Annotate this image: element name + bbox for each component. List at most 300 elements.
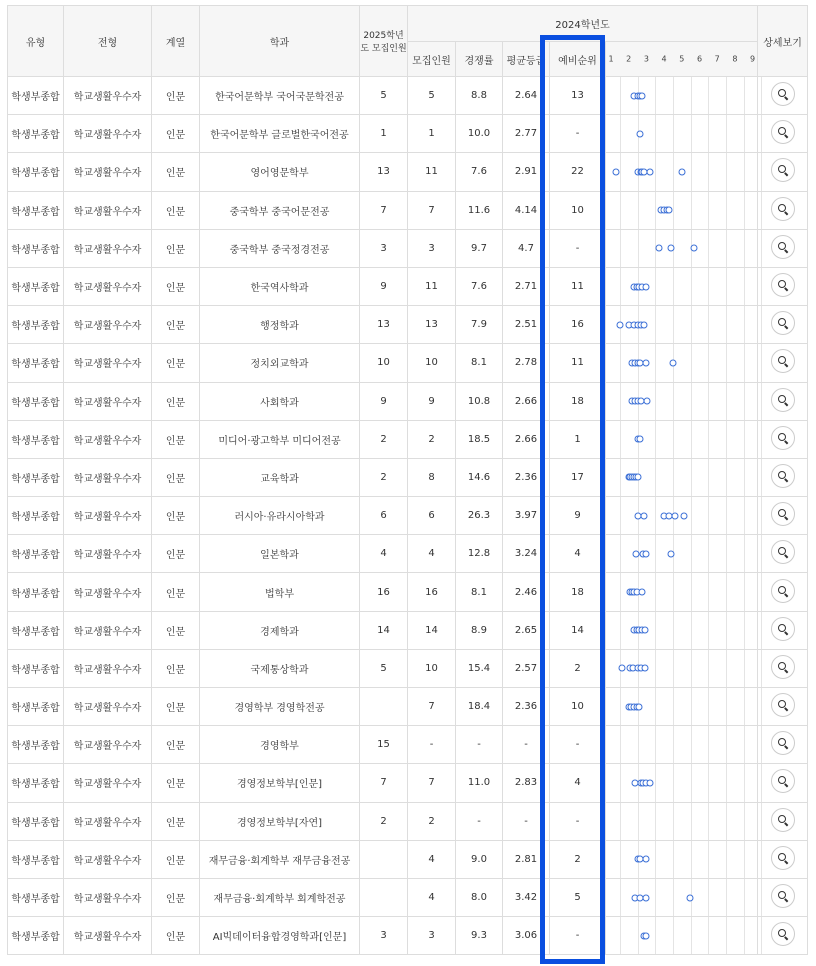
table-row [8, 267, 808, 305]
row-ratio: 9.7 [456, 229, 503, 267]
row-recruit-2025: 9 [360, 382, 408, 420]
row-recruit: 14 [408, 611, 456, 649]
row-track: 학교생활우수자 [64, 688, 152, 726]
grid-line [620, 535, 621, 572]
row-track: 학교생활우수자 [64, 420, 152, 458]
row-type: 학생부종합 [8, 611, 64, 649]
table-row [8, 802, 808, 840]
grid-line [726, 153, 727, 190]
row-avg-grade: 2.81 [503, 840, 550, 878]
row-recruit: 11 [408, 153, 456, 191]
row-detail [758, 573, 808, 611]
grid-line [691, 306, 692, 343]
row-dept: 재무금융·회계학부 재무금융전공 [200, 840, 360, 878]
grid-line [620, 612, 621, 649]
row-recruit-2025: 13 [360, 153, 408, 191]
row-track: 학교생활우수자 [64, 726, 152, 764]
row-avg-grade: 2.66 [503, 420, 550, 458]
grid-line [726, 650, 727, 687]
detail-button[interactable] [771, 464, 795, 488]
grid-line [620, 497, 621, 534]
row-waitlist: - [550, 726, 606, 764]
grid-line [761, 497, 762, 534]
grid-line [744, 459, 745, 496]
grid-line [673, 803, 674, 840]
grid-line [673, 77, 674, 114]
grid-line [761, 383, 762, 420]
table-row [8, 191, 808, 229]
row-detail [758, 840, 808, 878]
grid-line [708, 421, 709, 458]
row-detail [758, 77, 808, 115]
detail-button[interactable] [771, 540, 795, 564]
row-detail [758, 878, 808, 916]
row-recruit-2025: 2 [360, 458, 408, 496]
row-recruit: 4 [408, 878, 456, 916]
col-dept: 학과 [200, 6, 360, 77]
row-recruit-2025 [360, 688, 408, 726]
row-type: 학생부종합 [8, 344, 64, 382]
grid-line [691, 268, 692, 305]
row-field: 인문 [152, 649, 200, 687]
scale-label-4: 4 [661, 54, 667, 64]
grid-line [691, 688, 692, 725]
row-ratio: 8.9 [456, 611, 503, 649]
grid-line [708, 306, 709, 343]
detail-button[interactable] [771, 349, 795, 373]
grid-line [691, 421, 692, 458]
row-dept: 행정학과 [200, 306, 360, 344]
row-waitlist: 4 [550, 764, 606, 802]
detail-button[interactable] [771, 426, 795, 450]
grid-line [620, 77, 621, 114]
admission-table [7, 5, 808, 955]
grid-line [691, 841, 692, 878]
row-track: 학교생활우수자 [64, 115, 152, 153]
grade-dot [646, 168, 653, 175]
detail-button[interactable] [771, 197, 795, 221]
grid-line [744, 306, 745, 343]
detail-button[interactable] [771, 693, 795, 717]
row-dept: 국제통상학과 [200, 649, 360, 687]
grid-line [673, 192, 674, 229]
row-recruit: 4 [408, 535, 456, 573]
grid-line [620, 841, 621, 878]
row-recruit-2025 [360, 878, 408, 916]
grid-line [744, 726, 745, 763]
table-row [8, 878, 808, 916]
grid-line [726, 612, 727, 649]
detail-button[interactable] [771, 502, 795, 526]
detail-button[interactable] [771, 273, 795, 297]
row-dept: 경영학부 경영학전공 [200, 688, 360, 726]
row-avg-grade: 2.36 [503, 458, 550, 496]
grid-line [708, 841, 709, 878]
grid-line [620, 917, 621, 954]
grid-line [726, 383, 727, 420]
grid-line [655, 841, 656, 878]
row-recruit-2025: 1 [360, 115, 408, 153]
grade-distribution [606, 267, 758, 305]
row-field: 인문 [152, 573, 200, 611]
grid-line [673, 421, 674, 458]
grade-dot [638, 92, 645, 99]
row-ratio: 11.6 [456, 191, 503, 229]
grid-line [761, 535, 762, 572]
grid-line [638, 230, 639, 267]
grid-line [655, 153, 656, 190]
row-recruit: 2 [408, 420, 456, 458]
row-avg-grade: 3.24 [503, 535, 550, 573]
row-waitlist: 18 [550, 382, 606, 420]
detail-button[interactable] [771, 731, 795, 755]
row-waitlist: 22 [550, 153, 606, 191]
row-detail [758, 764, 808, 802]
grid-line [673, 764, 674, 801]
grade-dot [678, 168, 685, 175]
grade-distribution [606, 306, 758, 344]
row-field: 인문 [152, 191, 200, 229]
grid-line [691, 573, 692, 610]
row-dept: 정치외교학과 [200, 344, 360, 382]
grid-line [761, 268, 762, 305]
grid-line [620, 459, 621, 496]
grid-line [673, 917, 674, 954]
detail-button[interactable] [771, 617, 795, 641]
row-field: 인문 [152, 917, 200, 955]
grid-line [620, 726, 621, 763]
row-recruit-2025: 3 [360, 917, 408, 955]
grade-dot [638, 589, 645, 596]
row-field: 인문 [152, 458, 200, 496]
grid-line [726, 344, 727, 381]
table-row [8, 573, 808, 611]
row-avg-grade: 2.36 [503, 688, 550, 726]
grid-line [673, 879, 674, 916]
grid-line [655, 917, 656, 954]
grade-dot [668, 550, 675, 557]
table-row [8, 917, 808, 955]
detail-button[interactable] [771, 82, 795, 106]
detail-button[interactable] [771, 579, 795, 603]
row-field: 인문 [152, 611, 200, 649]
col-ratio: 경쟁률 [456, 42, 503, 77]
grade-dot [666, 207, 673, 214]
grid-line [744, 535, 745, 572]
row-waitlist: - [550, 917, 606, 955]
row-recruit: 2 [408, 802, 456, 840]
grid-line [761, 650, 762, 687]
grade-dot [669, 359, 676, 366]
grid-line [673, 688, 674, 725]
table-row [8, 229, 808, 267]
grid-line [744, 383, 745, 420]
row-track: 학교생활우수자 [64, 382, 152, 420]
row-detail [758, 306, 808, 344]
row-detail [758, 115, 808, 153]
grid-line [744, 153, 745, 190]
grid-line [708, 764, 709, 801]
grade-distribution [606, 878, 758, 916]
grid-line [726, 77, 727, 114]
grade-dot [632, 550, 639, 557]
grid-line [744, 803, 745, 840]
row-dept: 영어영문학부 [200, 153, 360, 191]
scale-label-2: 2 [626, 54, 632, 64]
grid-line [620, 192, 621, 229]
grade-scale-header [606, 42, 758, 77]
grid-line [744, 650, 745, 687]
grade-distribution [606, 611, 758, 649]
table-row [8, 649, 808, 687]
row-waitlist: - [550, 229, 606, 267]
grid-line [673, 306, 674, 343]
row-ratio: 15.4 [456, 649, 503, 687]
grid-line [708, 535, 709, 572]
row-avg-grade: 2.77 [503, 115, 550, 153]
row-avg-grade: 4.7 [503, 229, 550, 267]
row-ratio: 8.8 [456, 77, 503, 115]
grade-distribution [606, 115, 758, 153]
grid-line [638, 726, 639, 763]
row-ratio: 7.9 [456, 306, 503, 344]
grid-line [761, 230, 762, 267]
grade-distribution [606, 77, 758, 115]
grid-line [655, 573, 656, 610]
grid-line [726, 459, 727, 496]
detail-button[interactable] [771, 235, 795, 259]
row-avg-grade: 2.51 [503, 306, 550, 344]
grid-line [708, 77, 709, 114]
grid-line [744, 77, 745, 114]
grid-line [691, 650, 692, 687]
grid-line [673, 459, 674, 496]
grid-line [691, 803, 692, 840]
grid-line [708, 688, 709, 725]
row-dept: AI빅데이터융합경영학과[인문] [200, 917, 360, 955]
row-waitlist: - [550, 115, 606, 153]
col-recruit-2025: 2025학년도 모집인원 [360, 6, 408, 77]
row-type: 학생부종합 [8, 764, 64, 802]
grid-line [708, 459, 709, 496]
table-row [8, 115, 808, 153]
table-row [8, 306, 808, 344]
grid-line [673, 153, 674, 190]
row-track: 학교생활우수자 [64, 840, 152, 878]
row-field: 인문 [152, 153, 200, 191]
table-row [8, 497, 808, 535]
grid-line [655, 612, 656, 649]
grid-line [655, 688, 656, 725]
grid-line [673, 612, 674, 649]
row-avg-grade: 3.06 [503, 917, 550, 955]
row-ratio: 8.1 [456, 344, 503, 382]
grid-line [708, 497, 709, 534]
row-track: 학교생활우수자 [64, 306, 152, 344]
grade-dot [641, 627, 648, 634]
scale-label-3: 3 [643, 54, 649, 64]
grid-line [638, 803, 639, 840]
row-ratio: 14.6 [456, 458, 503, 496]
row-recruit: 6 [408, 497, 456, 535]
grid-line [673, 268, 674, 305]
grid-line [761, 573, 762, 610]
grid-line [761, 421, 762, 458]
grade-dot [636, 703, 643, 710]
row-type: 학생부종합 [8, 726, 64, 764]
row-field: 인문 [152, 115, 200, 153]
grid-line [655, 535, 656, 572]
row-recruit-2025: 5 [360, 77, 408, 115]
grid-line [655, 803, 656, 840]
table-row [8, 382, 808, 420]
grid-line [673, 115, 674, 152]
grid-line [691, 764, 692, 801]
grade-dot [641, 665, 648, 672]
grade-dot [643, 856, 650, 863]
grid-line [620, 688, 621, 725]
table-row [8, 535, 808, 573]
detail-button[interactable] [771, 158, 795, 182]
row-avg-grade: 3.42 [503, 878, 550, 916]
table-row [8, 764, 808, 802]
grid-line [691, 917, 692, 954]
row-avg-grade: - [503, 802, 550, 840]
detail-button[interactable] [771, 655, 795, 679]
row-field: 인문 [152, 688, 200, 726]
detail-button[interactable] [771, 311, 795, 335]
table-body [8, 77, 808, 955]
grid-line [744, 841, 745, 878]
detail-button[interactable] [771, 884, 795, 908]
row-recruit-2025: 7 [360, 191, 408, 229]
row-recruit: 7 [408, 688, 456, 726]
grid-line [744, 879, 745, 916]
row-ratio: 8.1 [456, 573, 503, 611]
row-recruit: 10 [408, 344, 456, 382]
row-recruit: 10 [408, 649, 456, 687]
grid-line [761, 688, 762, 725]
grid-line [708, 917, 709, 954]
grade-dot [643, 932, 650, 939]
row-detail [758, 726, 808, 764]
row-track: 학교생활우수자 [64, 191, 152, 229]
grid-line [708, 650, 709, 687]
row-detail [758, 535, 808, 573]
grid-line [726, 841, 727, 878]
grid-line [691, 77, 692, 114]
row-waitlist: - [550, 802, 606, 840]
grade-dot [616, 321, 623, 328]
row-track: 학교생활우수자 [64, 77, 152, 115]
row-recruit: 7 [408, 191, 456, 229]
detail-button[interactable] [771, 388, 795, 412]
grid-line [761, 841, 762, 878]
grid-line [744, 115, 745, 152]
grid-line [761, 344, 762, 381]
grid-line [655, 497, 656, 534]
grid-line [655, 879, 656, 916]
col-track: 전형 [64, 6, 152, 77]
grade-distribution [606, 840, 758, 878]
grid-line [726, 535, 727, 572]
row-waitlist: 9 [550, 497, 606, 535]
row-avg-grade: 2.65 [503, 611, 550, 649]
row-ratio: 12.8 [456, 535, 503, 573]
row-field: 인문 [152, 497, 200, 535]
row-type: 학생부종합 [8, 535, 64, 573]
grid-line [726, 688, 727, 725]
row-type: 학생부종합 [8, 306, 64, 344]
detail-button[interactable] [771, 769, 795, 793]
row-type: 학생부종합 [8, 191, 64, 229]
detail-button[interactable] [771, 808, 795, 832]
grade-dot [637, 436, 644, 443]
detail-button[interactable] [771, 922, 795, 946]
grid-line [691, 383, 692, 420]
row-type: 학생부종합 [8, 153, 64, 191]
row-dept: 한국역사학과 [200, 267, 360, 305]
row-ratio: 9.3 [456, 917, 503, 955]
row-type: 학생부종합 [8, 917, 64, 955]
row-type: 학생부종합 [8, 115, 64, 153]
grid-line [708, 230, 709, 267]
table-row [8, 726, 808, 764]
row-type: 학생부종합 [8, 688, 64, 726]
row-track: 학교생활우수자 [64, 229, 152, 267]
grade-distribution [606, 458, 758, 496]
row-waitlist: 18 [550, 573, 606, 611]
row-ratio: 7.6 [456, 153, 503, 191]
row-field: 인문 [152, 878, 200, 916]
row-waitlist: 10 [550, 688, 606, 726]
row-avg-grade: 2.71 [503, 267, 550, 305]
table-row [8, 611, 808, 649]
row-recruit: 13 [408, 306, 456, 344]
row-recruit-2025: 3 [360, 229, 408, 267]
grid-line [744, 764, 745, 801]
grid-line [726, 421, 727, 458]
grid-line [638, 917, 639, 954]
row-dept: 교육학과 [200, 458, 360, 496]
row-dept: 중국학부 중국어문전공 [200, 191, 360, 229]
grid-line [691, 612, 692, 649]
row-track: 학교생활우수자 [64, 917, 152, 955]
grid-line [708, 192, 709, 229]
grid-line [726, 115, 727, 152]
row-recruit: 3 [408, 917, 456, 955]
row-detail [758, 688, 808, 726]
row-recruit-2025: 10 [360, 344, 408, 382]
grid-line [655, 726, 656, 763]
grid-line [655, 77, 656, 114]
col-recruit: 모집인원 [408, 42, 456, 77]
row-ratio: 7.6 [456, 267, 503, 305]
row-dept: 사회학과 [200, 382, 360, 420]
row-avg-grade: 2.57 [503, 649, 550, 687]
row-type: 학생부종합 [8, 458, 64, 496]
row-field: 인문 [152, 77, 200, 115]
grid-line [620, 230, 621, 267]
row-dept: 한국어문학부 국어국문학전공 [200, 77, 360, 115]
detail-button[interactable] [771, 846, 795, 870]
row-type: 학생부종합 [8, 878, 64, 916]
row-track: 학교생활우수자 [64, 611, 152, 649]
row-recruit-2025: 13 [360, 306, 408, 344]
detail-button[interactable] [771, 120, 795, 144]
row-ratio: 18.5 [456, 420, 503, 458]
table-row [8, 344, 808, 382]
